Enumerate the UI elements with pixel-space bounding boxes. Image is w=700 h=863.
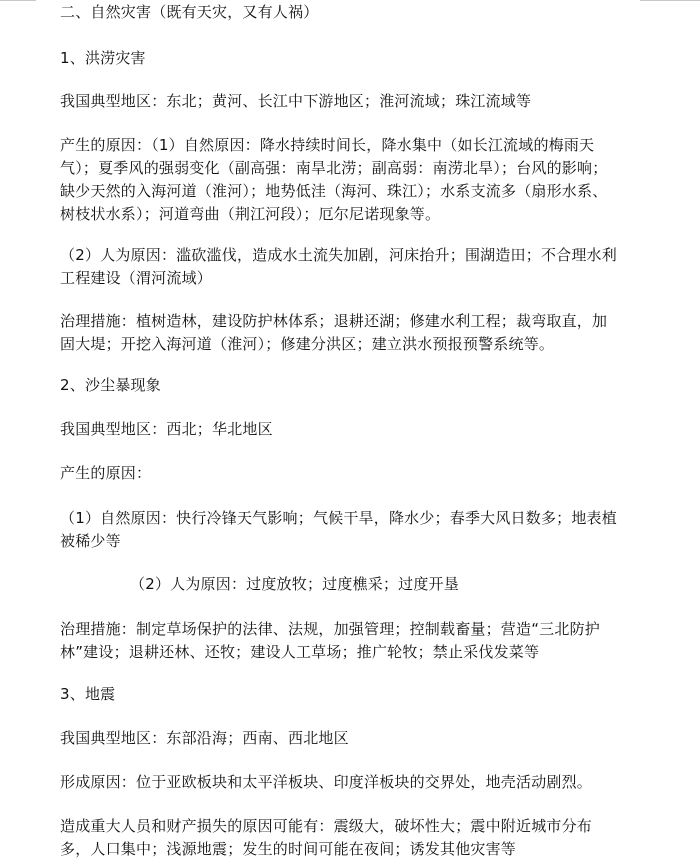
top-border-right — [640, 0, 700, 1]
flood-human-causes: （2）人为原因：滥砍滥伐，造成水土流失加剧，河床抬升；围湖造田；不合理水利工程建设（渭河流域） — [60, 246, 617, 287]
flood-regions: 我国典型地区：东北；黄河、长江中下游地区；淮河流域；珠江流域等 — [60, 92, 532, 110]
sandstorm-causes-label: 产生的原因： — [60, 464, 152, 482]
heading-earthquake: 3、地震 — [60, 685, 116, 703]
heading-sandstorm: 2、沙尘暴现象 — [60, 376, 161, 394]
earthquake-loss-causes: 造成重大人员和财产损失的原因可能有：震级大，破坏性大；震中附近城市分布多，人口集中；浅源地震；发生的时间可能在夜间；诱发其他灾害等 — [60, 817, 593, 858]
top-border-left — [0, 0, 36, 1]
sandstorm-measures: 治理措施：制定草场保护的法律、法规，加强管理；控制载畜量；营造“三北防护林”建设；退耕还林、还牧；建设人工草场；推广轮牧；禁止采伐发菜等 — [60, 620, 600, 661]
sandstorm-regions: 我国典型地区：西北；华北地区 — [60, 420, 273, 438]
section-title: 二、自然灾害（既有天灾，又有人祸） — [60, 3, 319, 21]
flood-measures: 治理措施：植树造林，建设防护林体系；退耕还湖；修建水利工程；裁弯取直，加固大堤；开挖入海河道（淮河）；修建分洪区；建立洪水预报预警系统等。 — [60, 312, 608, 353]
sandstorm-human-causes: （2）人为原因：过度放牧；过度樵采；过度开垦 — [130, 575, 459, 593]
heading-flood: 1、洪涝灾害 — [60, 49, 146, 67]
earthquake-regions: 我国典型地区：东部沿海；西南、西北地区 — [60, 729, 349, 747]
sandstorm-natural-causes: （1）自然原因：快行冷锋天气影响；气候干旱，降水少；春季大风日数多；地表植被稀少等 — [60, 509, 617, 550]
earthquake-formation: 形成原因：位于亚欧板块和太平洋板块、印度洋板块的交界处，地壳活动剧烈。 — [60, 773, 593, 791]
flood-natural-causes: 产生的原因：（1）自然原因：降水持续时间长，降水集中（如长江流域的梅雨天气）；夏季风的强弱变化（副高强：南旱北涝；副高弱：南涝北旱）；台风的影响；缺少天然的入海河道（淮河）；地势低洼（海河、珠江）；水系支流多（扇形水系、树枝状水系）；河道弯曲（荆江河段）；厄尔尼诺现象等。 — [60, 136, 608, 223]
